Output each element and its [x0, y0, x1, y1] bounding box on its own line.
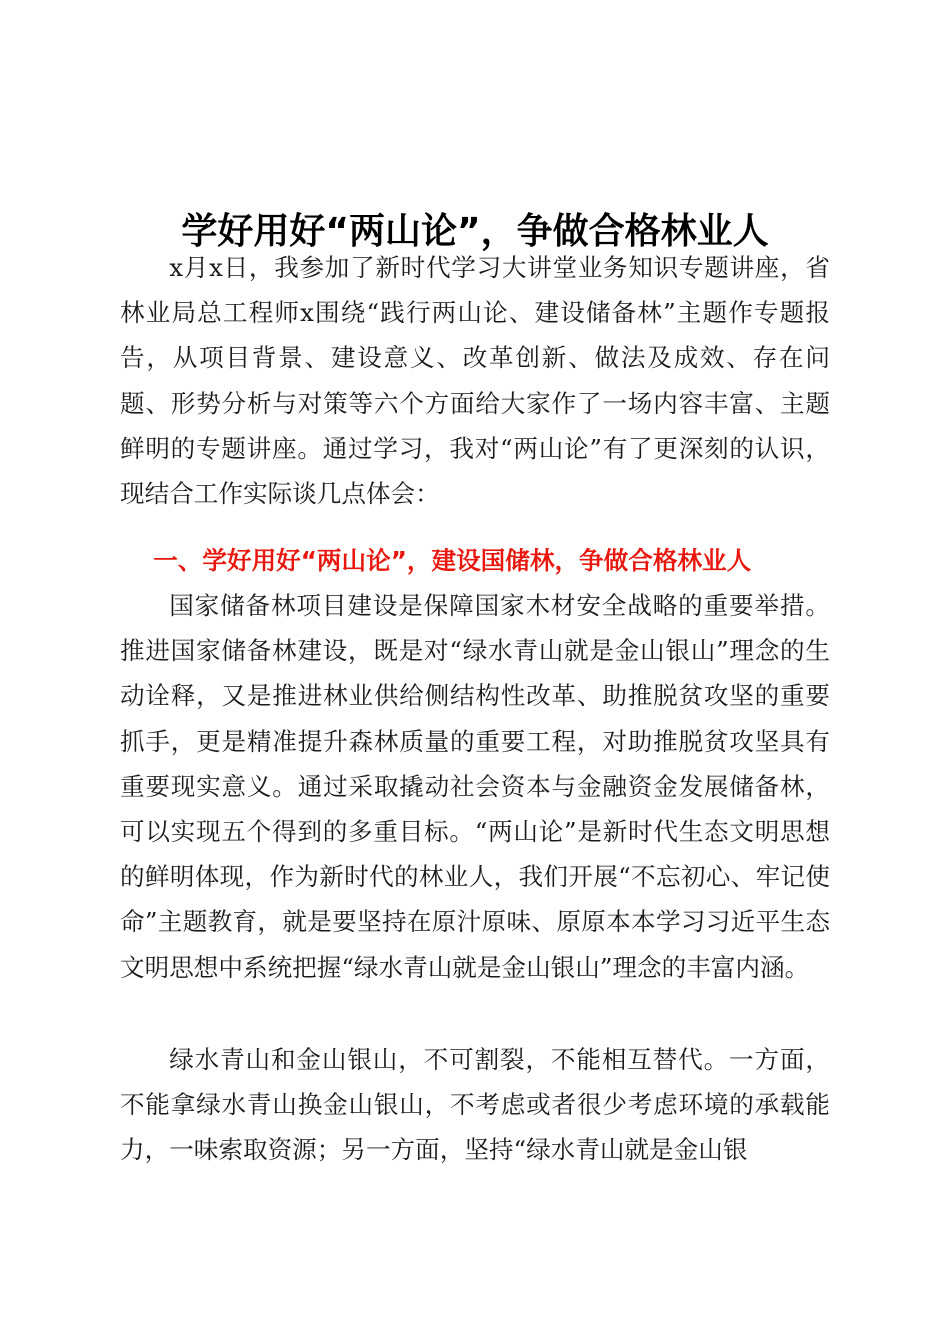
section-heading: 一、学好用好“两山论”，建设国储林，争做合格林业人 [153, 546, 752, 575]
document-title: 学好用好“两山论”，争做合格林业人 [181, 211, 769, 253]
body-paragraph: 绿水青山和金山银山，不可割裂，不能相互替代。一方面，不能拿绿水青山换金山银山，不考虑或者很少考虑环境的承载能力，一味索取资源；另一方面，坚持“绿水青山就是金山银 [120, 1045, 830, 1165]
intro-paragraph: x月x日，我参加了新时代学习大讲堂业务知识专题讲座，省林业局总工程师x围绕“践行两山论、建设储备林”主题作专题报告，从项目背景、建设意义、改革创新、做法及成效、存在问题、形势分析与对策等六个方面给大家作了一场内容丰富、主题鲜明的专题讲座。通过学习，我对“两山论”有了更深刻的认识，现结合工作实际谈几点体会： [120, 253, 830, 509]
body-paragraph: 国家储备林项目建设是保障国家木材安全战略的重要举措。推进国家储备林建设，既是对“绿水青山就是金山银山”理念的生动诠释，又是推进林业供给侧结构性改革、助推脱贫攻坚的重要抓手，更是精准提升森林质量的重要工程，对助推脱贫攻坚具有重要现实意义。通过采取撬动社会资本与金融资金发展储备林，可以实现五个得到的多重目标。“两山论”是新时代生态文明思想的鲜明体现，作为新时代的林业人，我们开展“不忘初心、牢记使命”主题教育，就是要坚持在原汁原味、原原本本学习习近平生态文明思想中系统把握“绿水青山就是金山银山”理念的丰富内涵。 [120, 591, 830, 982]
